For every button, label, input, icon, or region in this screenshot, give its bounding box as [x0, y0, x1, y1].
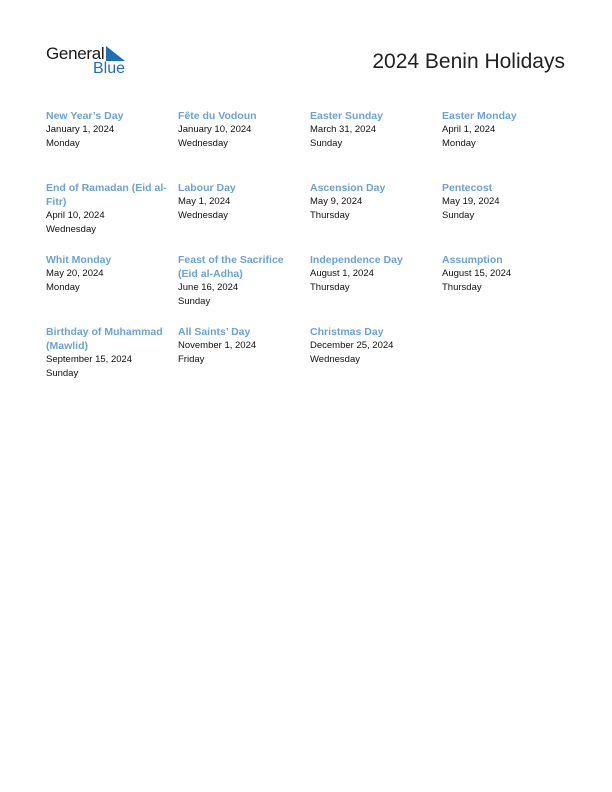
holiday-item: [46, 253, 178, 325]
holiday-name: Easter Sunday: [310, 110, 383, 122]
holiday-item: [46, 181, 178, 253]
holiday-date: May 20, 2024: [46, 268, 104, 279]
holiday-date: March 31, 2024: [310, 124, 377, 135]
holiday-weekday: Wednesday: [178, 210, 228, 221]
holiday-name: Feast of the Sacrifice (Eid al-Adha): [178, 254, 284, 280]
holiday-name: All Saints’ Day: [178, 326, 251, 338]
holiday-date: April 1, 2024: [442, 124, 496, 135]
holiday-weekday: Thursday: [310, 282, 350, 293]
logo-word-blue: Blue: [93, 60, 126, 77]
holiday-name: New Year’s Day: [46, 110, 124, 122]
holiday-item: [310, 109, 442, 181]
holiday-item: [178, 325, 310, 397]
holiday-item: [442, 109, 574, 181]
holiday-weekday: Wednesday: [310, 354, 360, 365]
holiday-date: May 19, 2024: [442, 196, 500, 207]
page-title: 2024 Benin Holidays: [372, 50, 565, 73]
holiday-date: September 15, 2024: [46, 354, 133, 365]
holiday-weekday: Monday: [46, 138, 80, 149]
holiday-name: Independence Day: [310, 254, 403, 266]
holiday-weekday: Wednesday: [46, 224, 96, 235]
holiday-name: Fête du Vodoun: [178, 110, 257, 122]
holiday-name: Birthday of Muhammad (Mawlid): [46, 326, 163, 352]
holiday-name: Pentecost: [442, 182, 493, 194]
holiday-date: January 1, 2024: [46, 124, 115, 135]
holiday-name: End of Ramadan (Eid al-Fitr): [46, 182, 167, 208]
holiday-date: November 1, 2024: [178, 340, 257, 351]
holiday-name: Labour Day: [178, 182, 236, 194]
holiday-item: [442, 181, 574, 253]
holiday-item: [46, 325, 178, 397]
holiday-weekday: Sunday: [46, 368, 79, 379]
holiday-item: [310, 325, 442, 397]
logo-word-general: General: [46, 44, 105, 63]
holiday-name: Whit Monday: [46, 254, 112, 266]
holiday-name: Christmas Day: [310, 326, 384, 338]
holiday-name: Easter Monday: [442, 110, 517, 122]
holiday-date: August 15, 2024: [442, 268, 512, 279]
holiday-weekday: Thursday: [310, 210, 350, 221]
holiday-weekday: Thursday: [442, 282, 482, 293]
holiday-item: [178, 109, 310, 181]
holiday-item: [442, 253, 574, 325]
holiday-date: June 16, 2024: [178, 282, 239, 293]
holiday-date: April 10, 2024: [46, 210, 105, 221]
holiday-name: Ascension Day: [310, 182, 386, 194]
holiday-date: December 25, 2024: [310, 340, 394, 351]
holiday-weekday: Monday: [46, 282, 80, 293]
holiday-name: Assumption: [442, 254, 503, 266]
holiday-item: [178, 181, 310, 253]
holiday-date: May 9, 2024: [310, 196, 363, 207]
holiday-date: May 1, 2024: [178, 196, 231, 207]
holiday-weekday: Friday: [178, 354, 205, 365]
holiday-weekday: Wednesday: [178, 138, 228, 149]
holiday-item: [178, 253, 310, 325]
holiday-weekday: Sunday: [310, 138, 343, 149]
holiday-item: [310, 181, 442, 253]
holiday-grid: [46, 109, 576, 397]
generalblue-logo: [46, 44, 136, 80]
holiday-weekday: Monday: [442, 138, 476, 149]
holiday-weekday: Sunday: [442, 210, 475, 221]
holiday-date: August 1, 2024: [310, 268, 374, 279]
holiday-item: [46, 109, 178, 181]
holiday-weekday: Sunday: [178, 296, 211, 307]
holiday-item: [310, 253, 442, 325]
holiday-date: January 10, 2024: [178, 124, 252, 135]
